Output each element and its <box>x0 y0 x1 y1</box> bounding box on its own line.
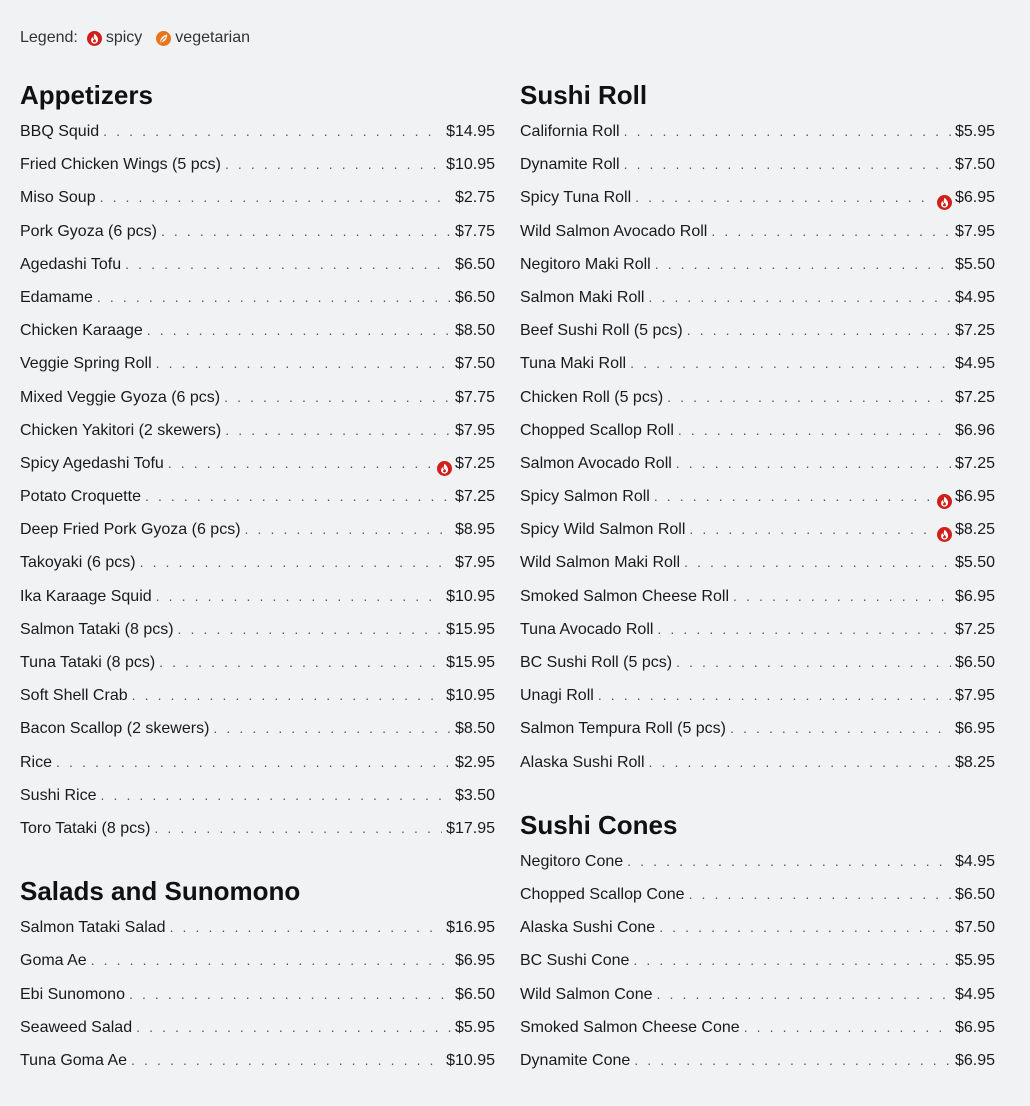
menu-item-name: Salmon Maki Roll <box>520 288 645 306</box>
menu-item-name: Chicken Yakitori (2 skewers) <box>20 421 222 439</box>
menu-item-name: Smoked Salmon Cheese Cone <box>520 1018 740 1036</box>
menu-item-name: Rice <box>20 753 53 771</box>
legend-vegetarian <box>156 29 250 47</box>
menu-item-name: Seaweed Salad <box>20 1018 133 1036</box>
dot-leader <box>147 319 451 341</box>
menu-item <box>20 419 495 452</box>
menu-item-price: $6.95 <box>954 189 995 207</box>
menu-item <box>520 485 995 518</box>
section-title: Sushi Cones <box>520 809 678 840</box>
menu-item-name: Salmon Tempura Roll (5 pcs) <box>520 720 727 738</box>
menu-item-name: Toro Tataki (8 pcs) <box>20 819 151 837</box>
section-sushi-roll <box>520 78 995 784</box>
dot-leader <box>224 386 451 408</box>
menu-item-name: Spicy Wild Salmon Roll <box>520 521 686 539</box>
menu-item-name: Soft Shell Crab <box>20 687 128 705</box>
menu-item-name: Spicy Salmon Roll <box>520 488 650 506</box>
menu-item-name: Salmon Tataki Salad <box>20 919 166 937</box>
dot-leader <box>634 1049 951 1071</box>
menu-item <box>20 518 495 551</box>
menu-item-price: $14.95 <box>446 123 495 140</box>
menu-item-price: $6.96 <box>954 421 995 439</box>
menu-item-name: Negitoro Maki Roll <box>520 255 651 273</box>
dot-leader <box>91 949 451 971</box>
legend-vegetarian-label: vegetarian <box>175 29 251 46</box>
menu-item-name: Edamame <box>20 288 93 306</box>
menu-item-price: $5.50 <box>954 554 995 572</box>
dot-leader <box>154 817 442 839</box>
dot-leader <box>56 751 451 773</box>
menu-item <box>20 186 495 219</box>
menu-item-price: $5.95 <box>954 123 995 140</box>
menu-item-price: $8.25 <box>954 753 995 771</box>
menu-item-price: $4.95 <box>954 288 995 306</box>
dot-leader <box>125 253 451 275</box>
menu-item-name: Beef Sushi Roll (5 pcs) <box>520 322 683 340</box>
menu-item-name: BBQ Squid <box>20 123 100 140</box>
menu-item-price: $10.95 <box>446 687 495 705</box>
menu-item <box>20 784 495 817</box>
menu-item <box>520 419 995 452</box>
menu-item-price: $6.50 <box>954 885 995 903</box>
dot-leader <box>684 551 951 573</box>
menu-item-name: Deep Fried Pork Gyoza (6 pcs) <box>20 521 241 539</box>
menu-item-name: Unagi Roll <box>520 687 594 705</box>
menu-item <box>520 220 995 253</box>
dot-leader <box>733 585 951 607</box>
menu-item <box>20 1016 495 1049</box>
menu-item-price: $2.95 <box>454 753 495 771</box>
dot-leader <box>730 717 951 739</box>
menu-item <box>20 386 495 419</box>
menu-item-name: Spicy Agedashi Tofu <box>20 454 164 472</box>
menu-item-price: $8.95 <box>454 521 495 539</box>
menu-item <box>20 618 495 651</box>
menu-column-left <box>20 78 495 1106</box>
menu-item-price: $4.95 <box>954 852 995 870</box>
menu-item-name: Chopped Scallop Roll <box>520 421 674 439</box>
menu-item <box>520 585 995 618</box>
dot-leader <box>159 651 442 673</box>
menu-item-price: $7.95 <box>954 687 995 705</box>
dot-leader <box>657 983 951 1005</box>
dot-leader <box>598 684 951 706</box>
menu-item-price: $15.95 <box>446 620 495 638</box>
menu-item-name: Ika Karaage Squid <box>20 587 152 605</box>
menu-item <box>20 153 495 186</box>
menu-item-price: $8.50 <box>454 322 495 340</box>
menu-item <box>520 1049 995 1082</box>
menu-item <box>20 916 495 949</box>
menu-item-price: $6.95 <box>954 587 995 605</box>
menu-item-price: $7.25 <box>454 488 495 506</box>
menu-item-name: California Roll <box>520 123 620 140</box>
menu-item-name: Goma Ae <box>20 952 87 970</box>
menu-item <box>20 1049 495 1082</box>
menu-item <box>520 751 995 784</box>
dot-leader <box>131 1049 442 1071</box>
menu-item-price: $10.95 <box>446 587 495 605</box>
menu-item <box>20 120 495 153</box>
menu-item-name: Salmon Tataki (8 pcs) <box>20 620 174 638</box>
menu-item-name: Agedashi Tofu <box>20 255 122 273</box>
menu-item-price: $5.50 <box>954 255 995 273</box>
menu-item <box>20 585 495 618</box>
menu-item-name: BC Sushi Cone <box>520 952 630 970</box>
legend-spicy <box>87 29 142 47</box>
menu-item <box>20 253 495 286</box>
dot-leader <box>627 850 951 872</box>
menu-item <box>520 253 995 286</box>
dot-leader <box>97 286 451 308</box>
menu-item-name: Potato Croquette <box>20 488 141 506</box>
section-salads <box>20 874 495 1082</box>
dot-leader <box>161 220 451 242</box>
menu-list <box>520 120 995 784</box>
menu-item-name: Pork Gyoza (6 pcs) <box>20 222 157 240</box>
flame-icon <box>437 461 452 476</box>
menu-item-name: Salmon Avocado Roll <box>520 454 672 472</box>
menu-item <box>20 817 495 850</box>
dot-leader <box>655 253 951 275</box>
menu-item-price: $16.95 <box>446 919 495 937</box>
dot-leader <box>676 452 951 474</box>
menu-item-name: Wild Salmon Cone <box>520 985 653 1003</box>
menu-item <box>520 684 995 717</box>
section-title: Sushi Roll <box>520 80 648 110</box>
menu-item-price: $6.50 <box>454 985 495 1003</box>
menu-item-price: $7.25 <box>954 620 995 638</box>
menu-item-price: $2.75 <box>454 189 495 207</box>
dot-leader <box>225 153 442 175</box>
flame-icon <box>87 31 102 46</box>
menu-item-name: Alaska Sushi Roll <box>520 753 645 771</box>
dot-leader <box>100 784 450 806</box>
dot-leader <box>624 153 951 175</box>
menu-item-price: $8.50 <box>454 720 495 738</box>
dot-leader <box>168 452 433 474</box>
dot-leader <box>633 949 951 971</box>
menu-list <box>20 120 495 850</box>
menu-item <box>520 1016 995 1049</box>
dot-leader <box>635 186 933 208</box>
menu-item <box>520 949 995 982</box>
menu-item <box>520 983 995 1016</box>
dot-leader <box>145 485 451 507</box>
menu-item-name: Ebi Sunomono <box>20 985 125 1003</box>
menu-item-price: $6.95 <box>954 1051 995 1069</box>
dot-leader <box>100 186 451 208</box>
menu-item <box>520 120 995 153</box>
section-title: Appetizers <box>20 80 153 110</box>
menu-item-name: BC Sushi Roll (5 pcs) <box>520 654 673 671</box>
menu-item <box>520 452 995 485</box>
menu-item-price: $7.25 <box>454 454 495 472</box>
menu-item-name: Tuna Maki Roll <box>520 355 627 373</box>
dot-leader <box>225 419 451 441</box>
menu-item-name: Takoyaki (6 pcs) <box>20 554 136 572</box>
menu-item-price: $5.95 <box>954 952 995 970</box>
section-sushi-cones <box>520 808 995 1082</box>
menu-item <box>20 452 495 485</box>
menu-item-name: Spicy Tuna Roll <box>520 189 632 207</box>
menu-item-price: $6.95 <box>954 488 995 506</box>
menu-item-name: Wild Salmon Maki Roll <box>520 554 681 572</box>
menu-item <box>520 850 995 883</box>
menu-item <box>20 717 495 750</box>
menu-item-name: Tuna Avocado Roll <box>520 620 654 638</box>
menu-item-name: Chicken Karaage <box>20 322 143 340</box>
menu-item-price: $7.25 <box>954 454 995 472</box>
menu-item-price: $6.95 <box>954 1018 995 1036</box>
menu-item <box>20 485 495 518</box>
dot-leader <box>648 286 950 308</box>
menu-item-name: Veggie Spring Roll <box>20 355 152 373</box>
menu-item <box>20 983 495 1016</box>
menu-item <box>20 220 495 253</box>
menu-item <box>20 684 495 717</box>
menu-item <box>520 551 995 584</box>
dot-leader <box>170 916 442 938</box>
menu-item <box>520 651 995 684</box>
menu-item-name: Dynamite Cone <box>520 1051 631 1069</box>
legend <box>20 29 250 47</box>
menu-item <box>520 319 995 352</box>
menu-item-name: Wild Salmon Avocado Roll <box>520 222 708 240</box>
menu-list <box>20 916 495 1082</box>
menu-item <box>20 352 495 385</box>
menu-item <box>520 618 995 651</box>
dot-leader <box>156 352 451 374</box>
dot-leader <box>687 319 951 341</box>
legend-label: Legend: <box>20 29 78 46</box>
menu-item-price: $7.95 <box>454 554 495 572</box>
leaf-icon <box>156 31 171 46</box>
menu-item-name: Bacon Scallop (2 skewers) <box>20 720 210 738</box>
menu-item-price: $3.50 <box>454 786 495 804</box>
menu-item-price: $10.95 <box>446 156 495 174</box>
menu-item <box>520 153 995 186</box>
menu-item <box>520 518 995 551</box>
menu-item-name: Tuna Tataki (8 pcs) <box>20 654 156 671</box>
menu-item-name: Chicken Roll (5 pcs) <box>520 388 664 406</box>
menu-item <box>520 352 995 385</box>
menu-item <box>20 751 495 784</box>
menu-item <box>520 286 995 319</box>
menu-item <box>20 319 495 352</box>
menu-item-price: $6.95 <box>454 952 495 970</box>
menu-item-price: $4.95 <box>954 985 995 1003</box>
section-title: Salads and Sunomono <box>20 876 301 907</box>
dot-leader <box>178 618 443 640</box>
menu-item <box>520 717 995 750</box>
dot-leader <box>129 983 451 1005</box>
menu-item-price: $6.95 <box>954 720 995 738</box>
menu-item-price: $6.50 <box>454 255 495 273</box>
dot-leader <box>630 352 951 374</box>
dot-leader <box>156 585 442 607</box>
menu-item-price: $10.95 <box>446 1051 495 1069</box>
legend-spicy-label: spicy <box>105 29 143 46</box>
flame-icon <box>937 195 952 210</box>
dot-leader <box>213 717 451 739</box>
menu-item-price: $17.95 <box>446 819 495 837</box>
menu-column-right <box>520 78 995 1106</box>
menu-item-price: $7.50 <box>454 355 495 373</box>
menu-item-price: $5.95 <box>454 1018 495 1036</box>
menu-item-price: $15.95 <box>446 654 495 671</box>
menu-item-name: Miso Soup <box>20 189 96 207</box>
menu-item-price: $7.25 <box>954 388 995 406</box>
menu-item <box>520 386 995 419</box>
dot-leader <box>711 220 951 242</box>
menu-item <box>20 651 495 684</box>
dot-leader <box>689 518 933 540</box>
dot-leader <box>678 419 951 441</box>
menu-item-name: Alaska Sushi Cone <box>520 919 656 937</box>
menu-item-name: Fried Chicken Wings (5 pcs) <box>20 156 221 174</box>
dot-leader <box>689 883 951 905</box>
dot-leader <box>676 651 951 673</box>
menu-item-name: Dynamite Roll <box>520 156 620 174</box>
dot-leader <box>140 551 451 573</box>
menu-item-price: $4.95 <box>954 355 995 373</box>
menu-item-price: $7.50 <box>954 919 995 937</box>
menu-item <box>520 916 995 949</box>
menu-item-name: Mixed Veggie Gyoza (6 pcs) <box>20 388 221 406</box>
dot-leader <box>659 916 951 938</box>
section-appetizers <box>20 78 495 850</box>
menu-item-price: $7.75 <box>454 388 495 406</box>
menu-item-price: $7.95 <box>454 421 495 439</box>
menu-item <box>20 551 495 584</box>
menu-item <box>520 186 995 219</box>
menu-item-price: $7.50 <box>954 156 995 174</box>
flame-icon <box>937 494 952 509</box>
menu-item-name: Sushi Rice <box>20 786 97 804</box>
menu-item-price: $7.75 <box>454 222 495 240</box>
dot-leader <box>657 618 951 640</box>
menu-item-price: $6.50 <box>454 288 495 306</box>
menu-item-price: $6.50 <box>954 654 995 671</box>
dot-leader <box>667 386 951 408</box>
menu-item <box>20 286 495 319</box>
menu-item-price: $8.25 <box>954 521 995 539</box>
menu-item-price: $7.25 <box>954 322 995 340</box>
dot-leader <box>136 1016 451 1038</box>
dot-leader <box>132 684 442 706</box>
menu-item-name: Tuna Goma Ae <box>20 1051 128 1069</box>
dot-leader <box>103 120 442 142</box>
menu-item-name: Negitoro Cone <box>520 852 624 870</box>
menu-item-name: Smoked Salmon Cheese Roll <box>520 587 729 605</box>
menu-item-price: $7.95 <box>954 222 995 240</box>
menu-item-name: Chopped Scallop Cone <box>520 885 685 903</box>
menu-list <box>520 850 995 1082</box>
dot-leader <box>649 751 951 773</box>
menu-item <box>20 949 495 982</box>
menu-item <box>520 883 995 916</box>
dot-leader <box>245 518 451 540</box>
flame-icon <box>937 527 952 542</box>
dot-leader <box>744 1016 951 1038</box>
dot-leader <box>624 120 951 142</box>
dot-leader <box>654 485 933 507</box>
